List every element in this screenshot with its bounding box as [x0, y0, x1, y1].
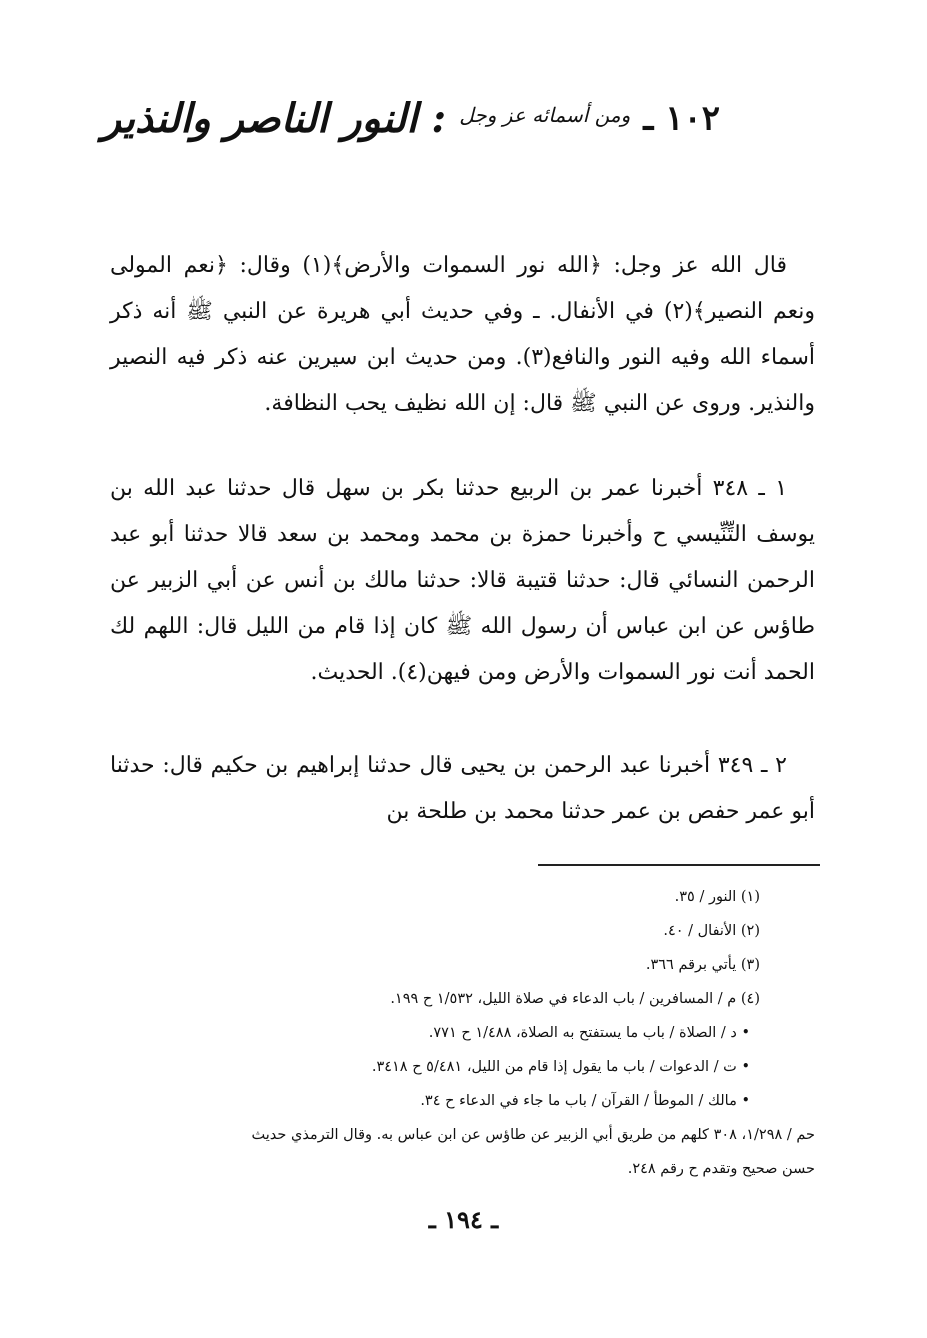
hadith-text-1: ١ ـ ٣٤٨ أخبرنا عمر بن الربيع حدثنا بكر بن سهل قال حدثنا عبد الله بن يوسف التِّنِّيسي ح وأخبرنا حمزة بن محمد ومحمد بن سعد قالا حدثنا أبو عبد الرحمن النسائي قال: حدثنا قتيبة قالا: حدثنا مالك بن أنس عن أبي الزبير عن طاؤس عن ابن عباس أن رسول الله ﷺ كان إذا قام من الليل قال: اللهم لك الحمد أنت نور السموات والأرض ومن فيهن(٤). الحديث. — [110, 476, 815, 685]
hadith-paragraph-2 — [110, 743, 815, 835]
footnote-4-tirmidhi: • ت / الدعوات / باب ما يقول إذا قام من الليل، ٥/٤٨١ ح ٣٤١٨. — [371, 1059, 750, 1075]
intro-paragraph — [110, 243, 815, 427]
footnote-2: (٢) الأنفال / ٤٠. — [663, 923, 760, 939]
footnote-4-ahmad-cont: حسن صحيح وتقدم ح رقم ٢٤٨. — [627, 1161, 815, 1177]
footnote-divider — [538, 864, 820, 866]
footnote-4-ahmad: حم / ١/٢٩٨، ٣٠٨ كلهم من طريق أبي الزبير عن طاؤس عن ابن عباس به. وقال الترمذي حديث — [251, 1127, 815, 1143]
footnote-4-malik: • مالك / الموطأ / القرآن / باب ما جاء في الدعاء ح ٣٤. — [420, 1093, 750, 1109]
footnotes — [110, 880, 815, 1186]
footnote-4: (٤) م / المسافرين / باب الدعاء في صلاة الليل، ١/٥٣٢ ح ١٩٩. — [390, 991, 760, 1007]
chapter-heading — [101, 95, 720, 185]
footnote-3: (٣) يأتي برقم ٣٦٦. — [645, 957, 760, 973]
chapter-subtitle: ومن أسمائه عز وجل — [459, 103, 631, 127]
hadith-paragraph-1 — [110, 466, 815, 696]
footnote-4-abu-dawud: • د / الصلاة / باب ما يستفتح به الصلاة، ١/٤٨٨ ح ٧٧١. — [428, 1025, 750, 1041]
hadith-text-2: ٢ ـ ٣٤٩ أخبرنا عبد الرحمن بن يحيى قال حدثنا إبراهيم بن حكيم قال: حدثنا أبو عمر حفص بن عمر حدثنا محمد بن طلحة بن — [110, 753, 815, 824]
footnote-1: (١) النور / ٣٥. — [674, 889, 760, 905]
chapter-title: : النور الناصر والنذير — [101, 95, 447, 142]
page-number: ـ ١٩٤ ـ — [428, 1205, 499, 1234]
chapter-number: ١٠٢ ـ — [643, 98, 720, 139]
intro-text: قال الله عز وجل: ﴿الله نور السموات والأرض﴾(١) وقال: ﴿نعم المولى ونعم النصير﴾(٢) في الأنفال. ـ وفي حديث أبي هريرة عن النبي ﷺ أنه ذكر أسماء الله وفيه النور والنافع(٣). ومن حديث ابن سيرين عنه ذكر فيه النصير والنذير. وروى عن النبي ﷺ قال: إن الله نظيف يحب النظافة. — [110, 253, 815, 416]
